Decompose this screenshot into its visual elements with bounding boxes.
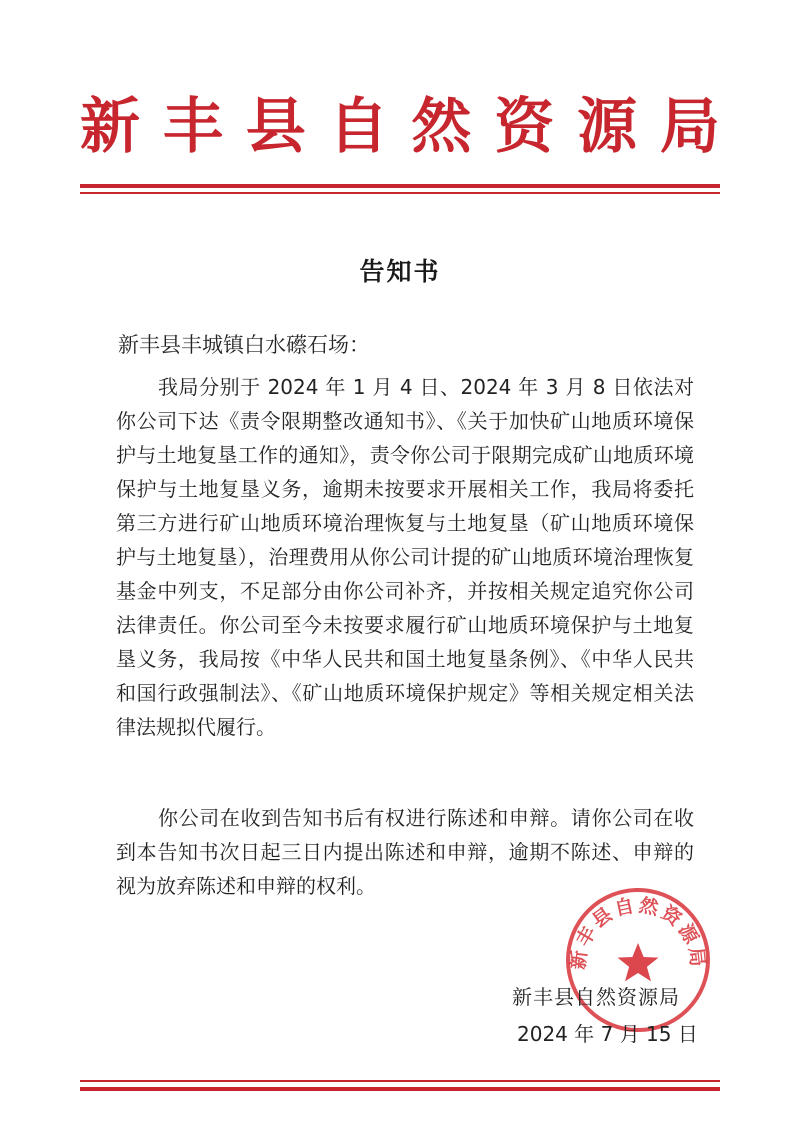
letterhead-rule-bottom (80, 192, 720, 194)
letterhead-char: 自 (328, 92, 389, 162)
addressee: 新丰县丰城镇白水礤石场： (118, 333, 370, 357)
letterhead-char: 新 (80, 92, 140, 162)
footer-rule-bottom (80, 1087, 720, 1091)
signature-date: 2024 年 7 月 15 日 (517, 1022, 698, 1046)
letterhead-char: 丰 (162, 92, 223, 162)
letterhead-char: 源 (577, 92, 638, 162)
signature-organization: 新丰县自然资源局 (512, 985, 680, 1009)
letterhead-char: 局 (659, 92, 720, 162)
letterhead-char: 然 (411, 92, 472, 162)
body-paragraph: 你公司在收到告知书后有权进行陈述和申辩。请你公司在收到本告知书次日起三日内提出陈述和申辩，逾期不陈述、申辩的视为放弃陈述和申辩的权利。 (116, 806, 694, 898)
footer-rule-top (80, 1080, 720, 1082)
letterhead-char: 县 (245, 92, 306, 162)
document-title: 告知书 (359, 257, 441, 286)
letterhead-rule-top (80, 184, 720, 188)
letterhead-char: 资 (494, 92, 555, 162)
star-icon (618, 943, 659, 981)
letterhead-title (80, 82, 720, 162)
seal-text: 新丰县自然资源局 (567, 894, 709, 971)
body-paragraph: 我局分别于 2024 年 1 月 4 日、2024 年 3 月 8 日依法对你公司下达《责令限期整改通知书》、《关于加快矿山地质环境保护与土地复垦工作的通知》，责令你公司于限期完成矿山地质环境保护与土地复垦义务，逾期未按要求开展相关工作，我局将委托第三方进行矿山地质环境治理恢复与土地复垦（矿山地质环境保护与土地复垦），治理费用从你公司计提的矿山地质环境治理恢复基金中列支，不足部分由你公司补齐，并按相关规定追究你公司法律责任。你公司至今未按要求履行矿山地质环境保护与土地复垦义务，我局按《中华人民共和国土地复垦条例》、《中华人民共和国行政强制法》、《矿山地质环境保护规定》等相关规定相关法律法规拟代履行。 (116, 375, 694, 739)
official-seal (563, 885, 713, 1035)
